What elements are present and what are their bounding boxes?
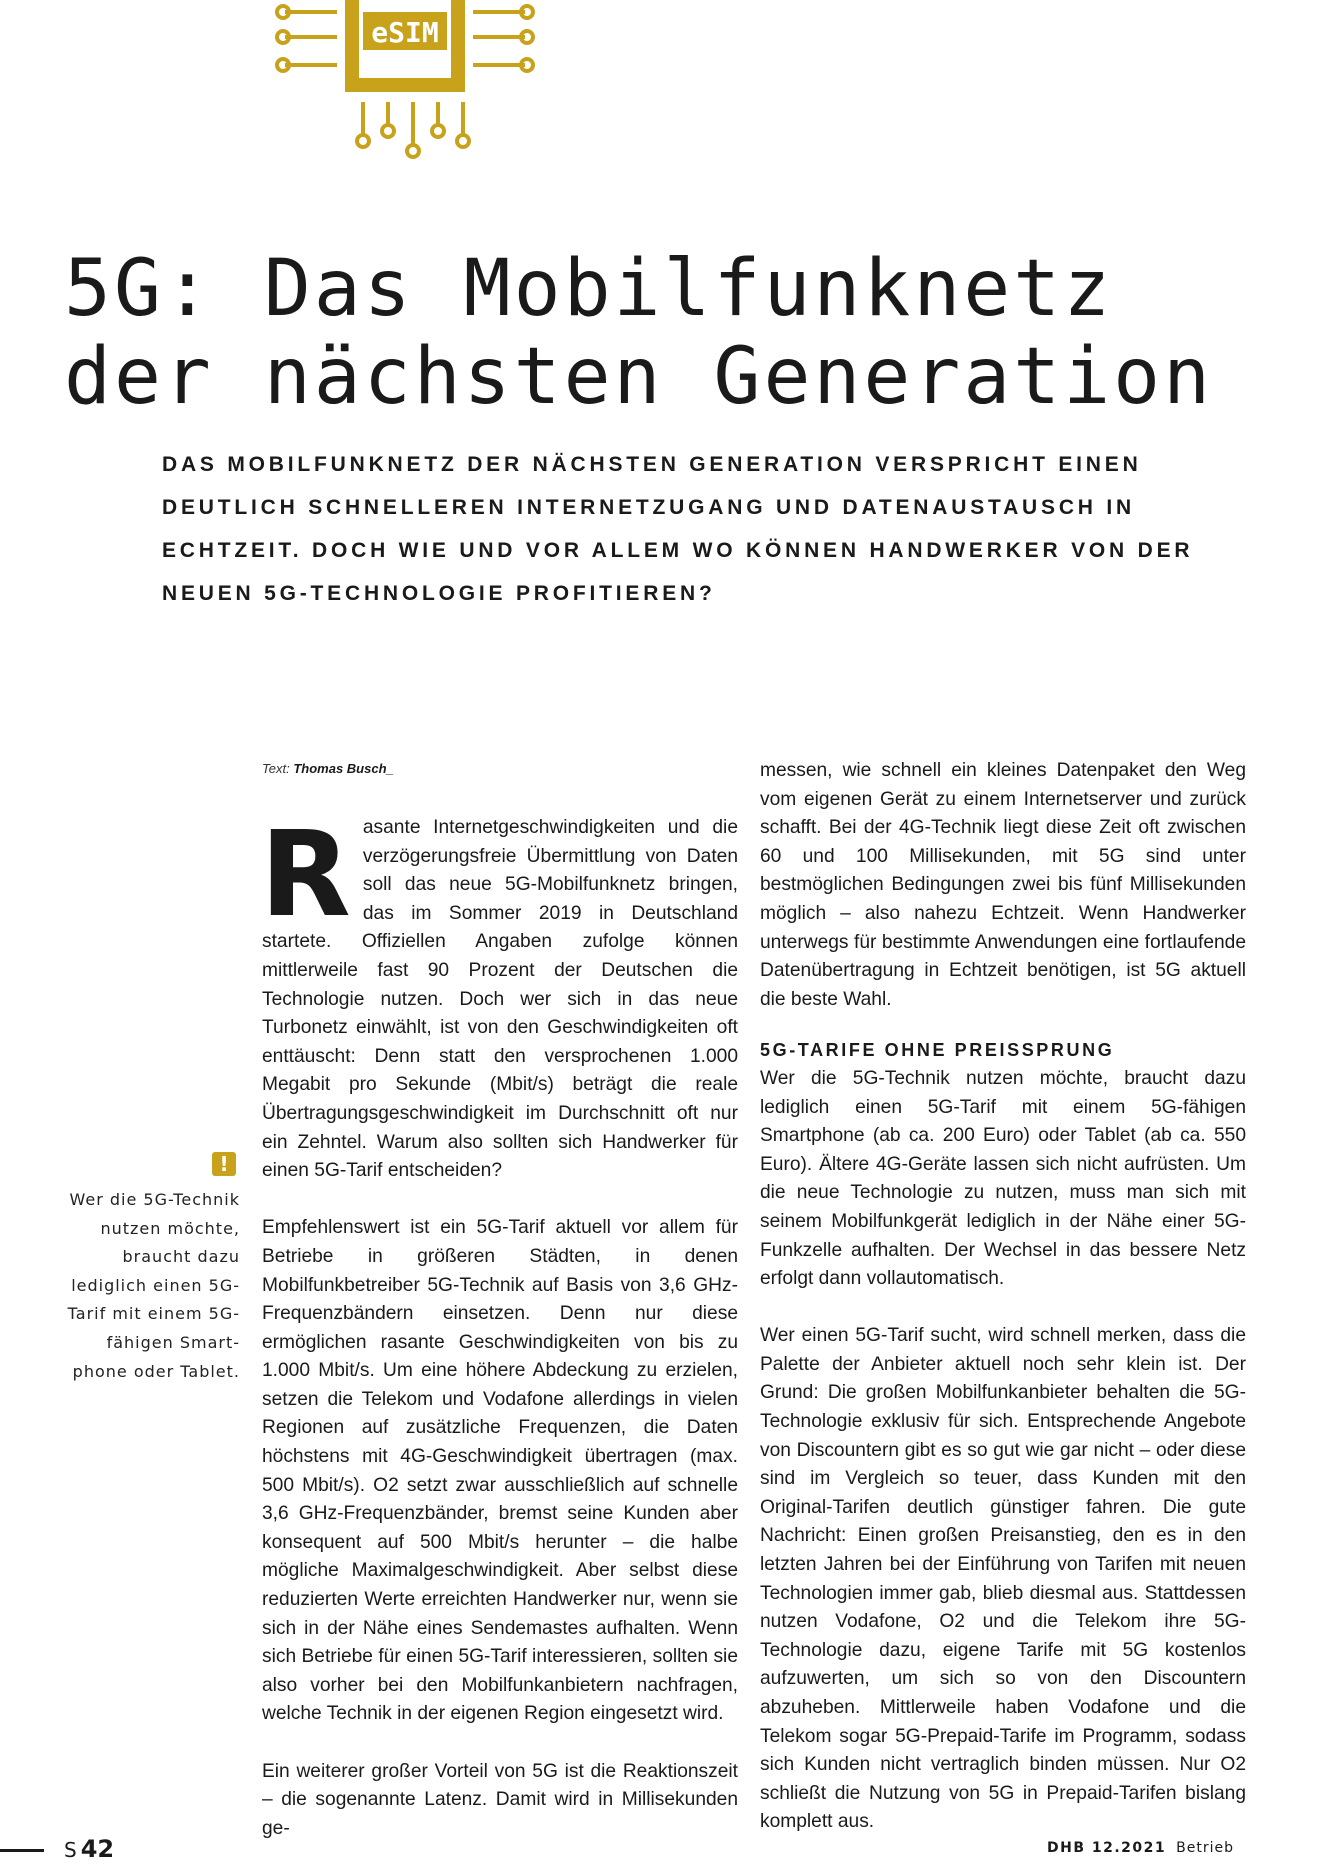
byline xyxy=(262,761,394,776)
article-column-middle xyxy=(260,805,738,1843)
article-paragraph-5: Wer einen 5G-Tarif sucht, wird schnell merken, dass die Palette der Anbieter aktuell noch sehr klein ist. Der Grund: Die großen Mobilfunkanbieter behalten die 5G-Technologie exklusiv für sich. Entsprechende Angebote von Discountern gibt es so gut wie gar nicht – oder diese sind im Vergleich so teuer, dass Kunden mit den Original-Tarifen deutlich günstiger fahren. Die gute Nachricht: Einen großen Preisanstieg, den es in den letzten Jahren bei der Einführung von Tarifen mit neuen Technologien immer gab, blieb diesmal aus. Stattdessen nutzen Vodafone, O2 und die Telekom ihre 5G-Technologie dazu, eigene Tarife mit 5G kostenlos aufzuwerten, um sich so von den Discountern abzuheben. Mittlerweile haben Vodafone und die Telekom sogar 5G-Prepaid-Tarife im Programm, sodass sich Kunden nicht vertraglich binden müssen. Nur O2 schließt die Nutzung von 5G in Prepaid-Tarifen bislang komplett aus. xyxy=(760,1325,1246,1833)
title-line-2: der nächsten Generation xyxy=(64,332,1214,422)
page-number xyxy=(64,1835,114,1863)
byline-prefix: Text: xyxy=(262,761,290,776)
section-label: Betrieb xyxy=(1176,1840,1234,1856)
section-subhead: 5G-TARIFE OHNE PREISSPRUNG xyxy=(760,1040,1115,1061)
footer-issue xyxy=(1047,1840,1234,1856)
issue-label: DHB 12.2021 xyxy=(1046,1840,1167,1856)
lead-text: DAS MOBILFUNKNETZ DER NÄCHSTEN GENERATION VERSPRICHT EINEN DEUTLICH SCHNELLEREN INTERNETZUGANG UND DATENAUSTAUSCH IN ECHTZEIT. DOCH WIE UND VOR ALLEM WO KÖNNEN HANDWERKER VON DER NEUEN 5G-TECHNOLOGIE PROFITIEREN? xyxy=(162,453,1194,605)
page-number-value: 42 xyxy=(80,1835,115,1863)
article-paragraph-2: Empfehlenswert ist ein 5G-Tarif aktuell vor allem für Betriebe in größeren Städten, in denen Mobilfunkbetreiber 5G-Technik auf Basis von 3,6 GHz-Frequenzbändern einsetzen. Denn nur diese ermöglichen rasante Geschwindigkeiten von bis zu 1.000 Mbit/s. Um eine höhere Abdeckung zu erzielen, setzen die Telekom und Vodafone allerdings in vielen Regionen auf zusätzliche Frequenzen, die Daten höchstens mit 4G-Geschwindigkeit übertragen (max. 500 Mbit/s). O2 setzt zwar ausschließlich auf schnelle 3,6 GHz-Frequenzbänder, bremst seine Kunden aber konsequent auf 500 Mbit/s herunter – die halbe mögliche Maximalgeschwindigkeit. Aber selbst diese reduzierten Werte erreichten Handwerker nur, wenn sie sich in der Nähe eines Sendemastes aufhalten. Wenn sich Betriebe für einen 5G-Tarif interessieren, sollten sie also vorher bei den Mobilfunkanbietern nachfragen, welche Technik in der eigenen Region eingesetzt wird. xyxy=(262,1217,738,1725)
article-paragraph-3-end: messen, wie schnell ein kleines Datenpaket den Weg vom eigenen Gerät zu einem Internetserver und zurück schafft. Bei der 4G-Technik liegt diese Zeit oft zwischen 60 und 100 Millisekunden, mit 5G sind unter bestmöglichen Bedingungen zwei bis fünf Millisekunden möglich – also nahezu Echtzeit. Wenn Handwerker unterwegs für bestimmte Anwendungen eine fortlaufende Datenübertragung in Echtzeit benötigen, ist 5G aktuell die beste Wahl. xyxy=(760,760,1246,1010)
sidenote-text: Wer die 5G-Technik nutzen möchte, braucht dazu lediglich einen 5G-Tarif mit einem 5G-fähigen Smart-phone oder Tablet. xyxy=(67,1190,240,1381)
logo-label: eSIM xyxy=(371,16,439,49)
page-title xyxy=(64,245,1294,421)
footer-rule xyxy=(0,1849,44,1852)
article-column-right xyxy=(760,757,1246,1837)
title-line-1: 5G: Das Mobilfunknetz xyxy=(64,244,1114,334)
section-letter: S xyxy=(64,1838,77,1862)
byline-author: Thomas Busch_ xyxy=(293,761,394,776)
exclamation-icon: ! xyxy=(212,1152,236,1176)
article-paragraph-3-start: Ein weiterer großer Vorteil von 5G ist die Reaktionszeit – die sogenannte Latenz. Damit wird in Millisekunden ge- xyxy=(262,1760,738,1839)
dropcap: R xyxy=(260,805,351,943)
esim-chip-icon xyxy=(275,0,535,165)
paragraph-1-text: asante Internetgeschwindigkeiten und die verzögerungsfreie Übermittlung von Daten soll das neue 5G-Mobilfunknetz bringen, das im Sommer 2019 in Deutschland startete. Offiziellen Angaben zufolge können mittlerweile fast 90 Prozent der Deutschen die Technologie nutzen. Doch wer sich in das neue Turbonetz einwählt, ist von den Geschwindigkeiten oft enttäuscht: Denn statt den versprochenen 1.000 Megabit pro Sekunde (Mbit/s) beträgt die reale Übertragungsgeschwindigkeit im Durchschnitt oft nur ein Zehntel. Warum also sollten sich Handwerker für einen 5G-Tarif entscheiden? xyxy=(262,817,738,1182)
article-paragraph-1 xyxy=(260,805,738,1186)
article-paragraph-4: Wer die 5G-Technik nutzen möchte, braucht dazu lediglich einen 5G-Tarif mit einem 5G-fähigen Smartphone (ab ca. 200 Euro) oder Tablet (ab ca. 550 Euro). Ältere 4G-Geräte lassen sich nicht aufrüsten. Um die neue Technologie zu nutzen, muss man sich mit seinem Mobilfunkgerät lediglich in der Nähe einer 5G-Funkzelle aufhalten. Der Wechsel in das bessere Netz erfolgt dann vollautomatisch. xyxy=(760,1067,1246,1290)
